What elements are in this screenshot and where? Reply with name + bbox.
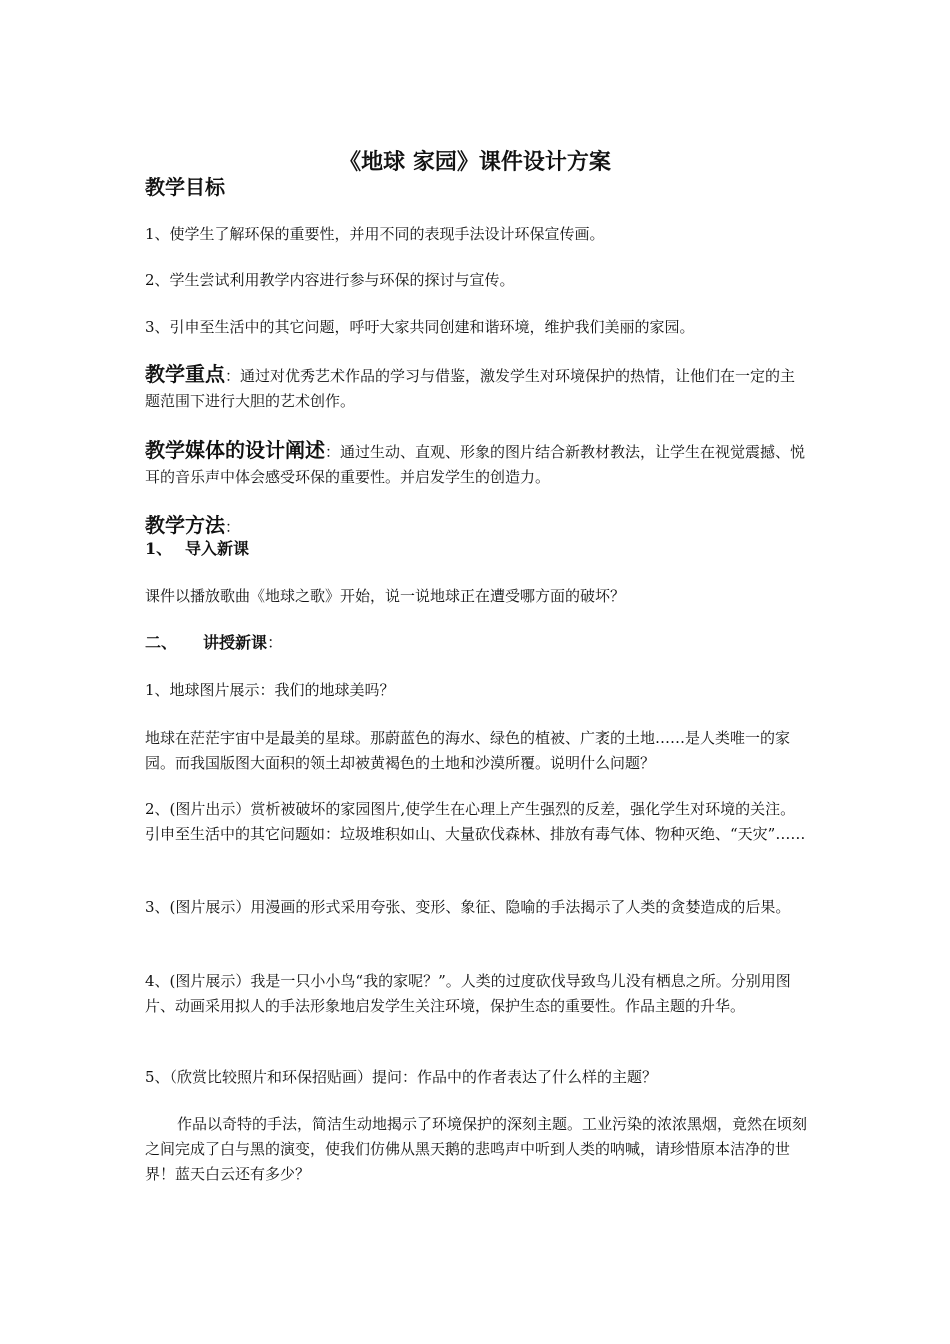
content-paragraph-conclusion: 作品以奇特的手法，简洁生动地揭示了环境保护的深刻主题。工业污染的浓浓黑烟，竟然在顷刻之间完成了白与黑的演变，使我们仿佛从黑天鹅的悲鸣声中听到人类的呐喊，请珍惜原本洁净的世界！蓝天白云还有多少？ [145, 1115, 808, 1183]
objective-item-1: 1、使学生了解环保的重要性，并用不同的表现手法设计环保宣传画。 [145, 225, 605, 243]
content-item-1: 1、地球图片展示：我们的地球美吗？ [145, 681, 395, 699]
objective-item-3: 3、引申至生活中的其它问题，呼吁大家共同创建和谐环境，维护我们美丽的家园。 [145, 318, 695, 336]
teaching-method-heading [145, 512, 240, 540]
step-2-heading [145, 632, 283, 654]
teaching-method-label: 教学方法 [145, 513, 225, 537]
document-title: 《地球 家园》课件设计方案 [339, 149, 611, 175]
step-1-number: 1、 [145, 539, 173, 558]
teaching-focus-paragraph [145, 362, 809, 414]
content-item-5: 5、（欣赏比较照片和环保招贴画）提问：作品中的作者表达了什么样的主题？ [145, 1068, 658, 1086]
step-1-heading [145, 538, 249, 560]
objective-item-2: 2、学生尝试利用教学内容进行参与环保的探讨与宣传。 [145, 271, 515, 289]
content-item-4: 4、(图片展示）我是一只小小鸟“我的家呢？”。人类的过度砍伐导致鸟儿没有栖息之所。分别用图片、动画采用拟人的手法形象地启发学生关注环境，保护生态的重要性。作品主题的升华。 [145, 972, 791, 1015]
content-paragraph-earth: 地球在茫茫宇宙中是最美的星球。那蔚蓝色的海水、绿色的植被、广袤的土地……是人类唯一的家园。而我国版图大面积的领土却被黄褐色的土地和沙漠所覆。说明什么问题？ [145, 729, 791, 772]
media-design-text: ：通过生动、直观、形象的图片结合新教材教法，让学生在视觉震撼、悦耳的音乐声中体会感受环保的重要性。并启发学生的创造力。 [145, 443, 806, 486]
step-1-label: 导入新课 [185, 539, 250, 558]
step-1-text: 课件以播放歌曲《地球之歌》开始，说一说地球正在遭受哪方面的破坏？ [145, 587, 626, 605]
media-design-label: 教学媒体的设计阐述 [145, 438, 325, 462]
teaching-method-colon: ： [225, 518, 241, 536]
step-2-colon: ： [267, 633, 284, 652]
step-2-number: 二、 [145, 633, 178, 652]
media-design-paragraph [145, 438, 809, 490]
step-2-label: 讲授新课 [203, 633, 268, 652]
objectives-heading: 教学目标 [145, 175, 225, 199]
teaching-focus-label: 教学重点 [145, 362, 225, 386]
content-item-3: 3、(图片展示）用漫画的形式采用夸张、变形、象征、隐喻的手法揭示了人类的贪婪造成的后果。 [145, 898, 791, 916]
teaching-focus-text: ：通过对优秀艺术作品的学习与借鉴，激发学生对环境保护的热情，让他们在一定的主题范围下进行大胆的艺术创作。 [145, 367, 796, 410]
content-item-2: 2、(图片出示）赏析被破坏的家园图片,使学生在心理上产生强烈的反差，强化学生对环境的关注。引申至生活中的其它问题如：垃圾堆积如山、大量砍伐森林、排放有毒气体、物种灭绝、“天灾”…… [145, 800, 806, 843]
